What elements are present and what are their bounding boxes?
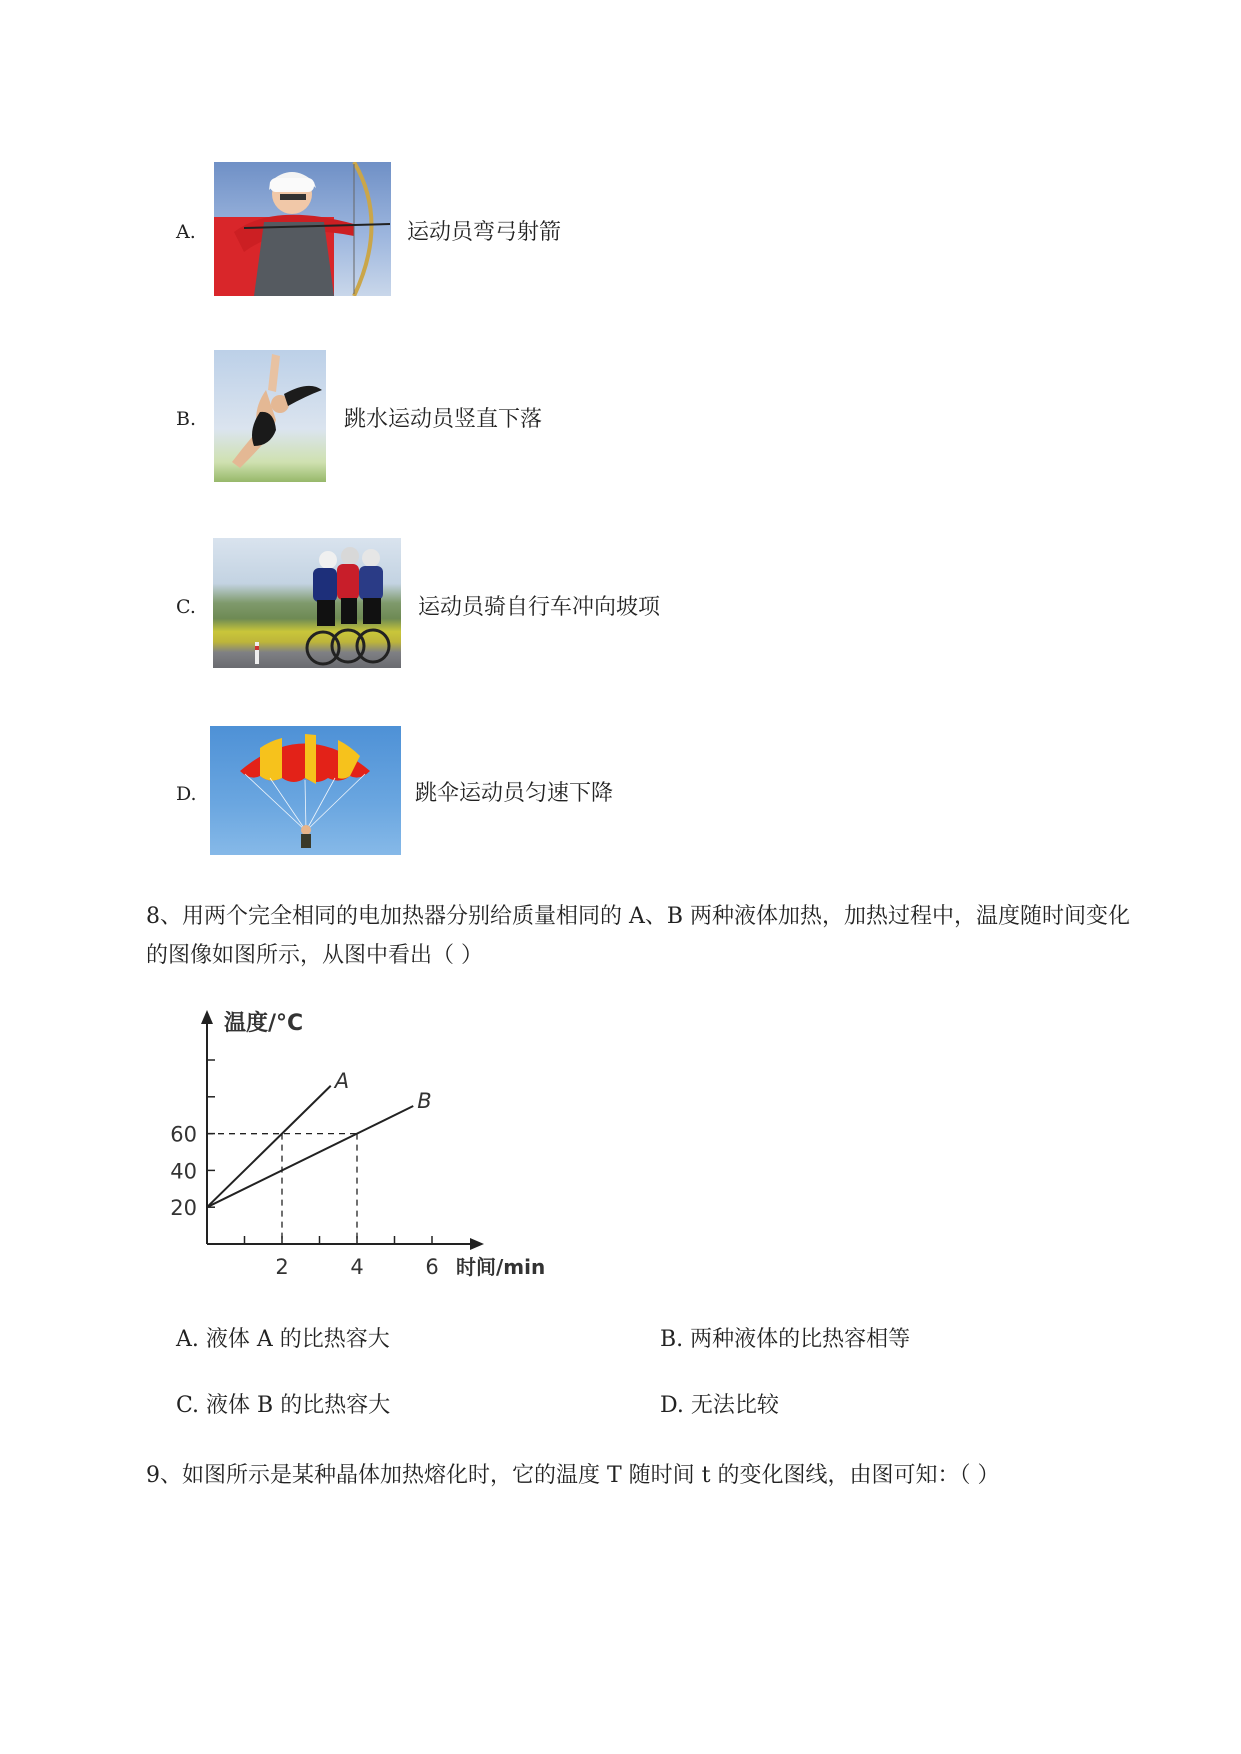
x-tick-label: 6 <box>425 1255 439 1279</box>
option-text: 运动员弯弓射箭 <box>407 220 562 245</box>
q8-option-b: B. 两种液体的比热容相等 <box>660 1327 911 1352</box>
y-tick-label: 20 <box>170 1196 197 1221</box>
y-axis-arrow-icon <box>201 1010 213 1024</box>
option-text: 运动员骑自行车冲向坡项 <box>418 595 661 620</box>
y-tick-label: 40 <box>170 1159 197 1184</box>
option-letter: D. <box>176 783 197 805</box>
series-label-b: B <box>417 1089 432 1113</box>
question-stem-line-2: 的图像如图所示，从图中看出（ ） <box>146 943 483 968</box>
series-line-b <box>207 1106 413 1207</box>
q8-option-d: D. 无法比较 <box>660 1393 779 1418</box>
option-letter: C. <box>176 596 196 618</box>
x-axis-arrow-icon <box>470 1238 484 1250</box>
parachute-photo <box>210 726 401 855</box>
archer-photo <box>214 162 391 296</box>
option-letter: A. <box>176 221 196 243</box>
option-letter: B. <box>176 408 197 430</box>
option-text: 跳伞运动员匀速下降 <box>415 781 614 806</box>
question-9-stem: 9、如图所示是某种晶体加热熔化时，它的温度 T 随时间 t 的变化图线，由图可知：（ ） <box>146 1463 1000 1488</box>
q8-option-a: A. 液体 A 的比热容大 <box>176 1327 390 1352</box>
question-stem-line-1: 8、用两个完全相同的电加热器分别给质量相同的 A、B 两种液体加热，加热过程中，温度随时间变化 <box>146 904 1131 929</box>
temperature-time-chart <box>160 1000 580 1300</box>
x-axis-label: 时间/min <box>456 1255 546 1279</box>
y-axis-label: 温度/°C <box>224 1011 304 1036</box>
series-label-a: A <box>334 1068 350 1093</box>
cyclists-photo <box>213 538 401 668</box>
diver-photo <box>214 350 326 482</box>
y-tick-label: 60 <box>170 1122 197 1147</box>
x-tick-label: 4 <box>350 1255 364 1279</box>
q8-option-c: C. 液体 B 的比热容大 <box>176 1393 391 1418</box>
x-tick-label: 2 <box>275 1255 289 1279</box>
series-line-a <box>207 1086 331 1207</box>
option-text: 跳水运动员竖直下落 <box>344 407 543 432</box>
